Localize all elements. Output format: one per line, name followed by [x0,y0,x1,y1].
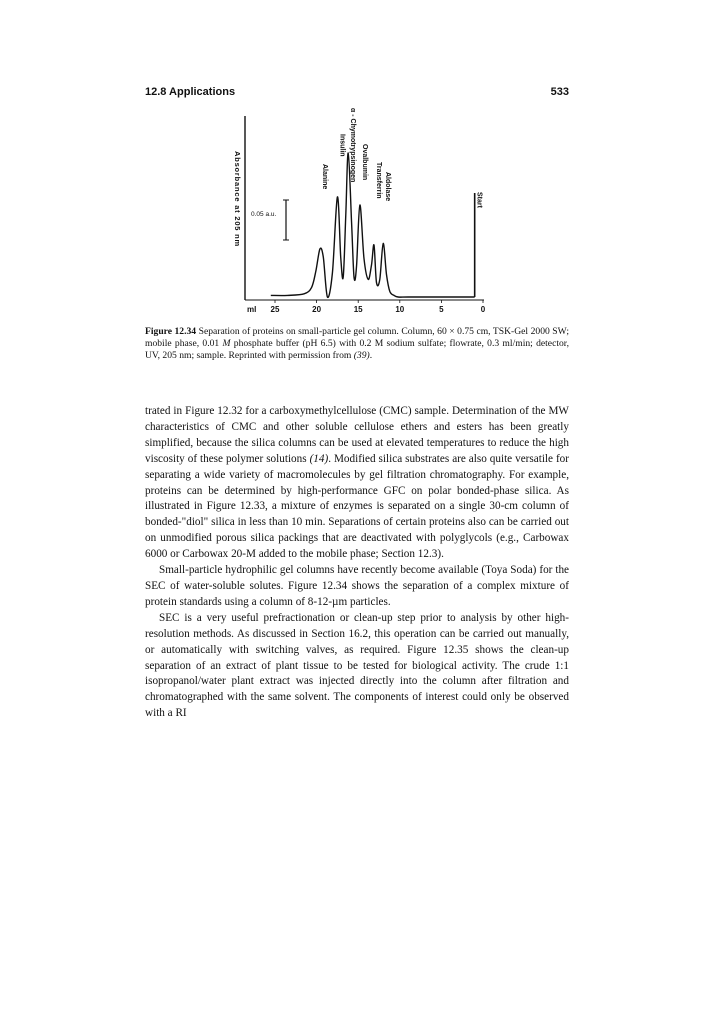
x-tick-label: 15 [353,305,363,314]
figure-caption [145,326,569,363]
scale-bar-label: 0.05 a.u. [251,211,277,218]
paragraph-1-text: trated in Figure 12.32 for a carboxymethylcellulose (CMC) sample. Determination of the MW characteristics of CMC and other soluble cellulose ethers and esters has been greatly simplified, because the silica columns can be used at elevated temperatures to reduce the high viscosity of these polymer solutions [145,405,569,465]
caption-label: Figure 12.34 [145,326,197,337]
chromatogram-trace [271,153,475,297]
x-axis-unit: ml [247,305,257,314]
peak-label: Start [475,192,483,208]
peak-label: Ovalbumin [360,144,368,181]
peak-label: Insulin [338,134,346,157]
page-number: 533 [550,86,569,98]
x-tick-label: 20 [312,305,322,314]
caption-unit: M [222,338,231,350]
caption-text-2: phosphate buffer (pH 6.5) with 0.2 M sodium sulfate; flowrate, 0.3 ml/min; detector, UV, 205 nm; sample. Reprinted with permission from [145,338,569,362]
chromatogram-figure [200,104,500,316]
peak-labels [321,108,483,209]
paragraph-2: Small-particle hydrophilic gel columns have recently become available (Toya Soda) for the SEC of water-soluble solutes. Figure 12.34 shows the separation of a complex mixture of protein standards using a column of 8-12-µm particles. [145,564,569,608]
paragraph-3: SEC is a very useful prefractionation or clean-up step prior to analysis by other high-resolution methods. As discussed in Section 16.2, this operation can be carried out manually, or automatically with switching valves, as required. Figure 12.35 shows the clean-up separation of an extract of plant tissue to be tested for biological activity. The crude 1:1 isopropanol/water plant extract was injected directly into the column after filtration and chromatographed with the same solvent. The components of interest could only be observed with a RI [145,611,569,720]
x-tick-label: 0 [480,305,486,314]
peak-label: Aldolase [384,172,392,202]
caption-reference: (39) [353,350,370,362]
paragraph-1-reference: (14) [309,452,329,465]
paragraph-1-text-2: . Modified silica substrates are also quite versatile for separating a wide variety of macromolecules by gel filtration chromatography. For example, proteins can be determined by high-performance GFC on polar bonded-phase silica. As illustrated in Figure 12.33, a mixture of enzymes is separated on a single 30-cm column of bonded-"diol" silica in less than 10 min. Separations of certain proteins also can be carried out on unmodified porous silica packings that are deactivated with polyglycols (e.g., Carbowax 6000 or Carbowax 20-M added to the mobile phase; Section 12.3). [145,452,569,561]
peak-label: Alanine [320,164,328,190]
body-text [145,404,569,722]
peak-label: Transferrin [375,162,382,199]
paragraph-1 [145,404,569,563]
section-heading: 12.8 Applications [145,86,236,98]
y-axis-label: Absorbance at 205 nm [233,150,242,248]
x-tick-label: 10 [395,305,405,314]
x-axis-ticks [271,300,486,314]
x-tick-label: 5 [439,305,444,314]
running-head [145,86,569,102]
peak-label: α - Chymotrypsinogen [349,108,357,183]
x-tick-label: 25 [270,305,280,314]
caption-text: Separation of proteins on small-particle gel column. Column, 60 × 0.75 cm, TSK-Gel 2000 SW; mobile phase, 0.01 [145,326,569,350]
caption-end: . [369,350,373,362]
